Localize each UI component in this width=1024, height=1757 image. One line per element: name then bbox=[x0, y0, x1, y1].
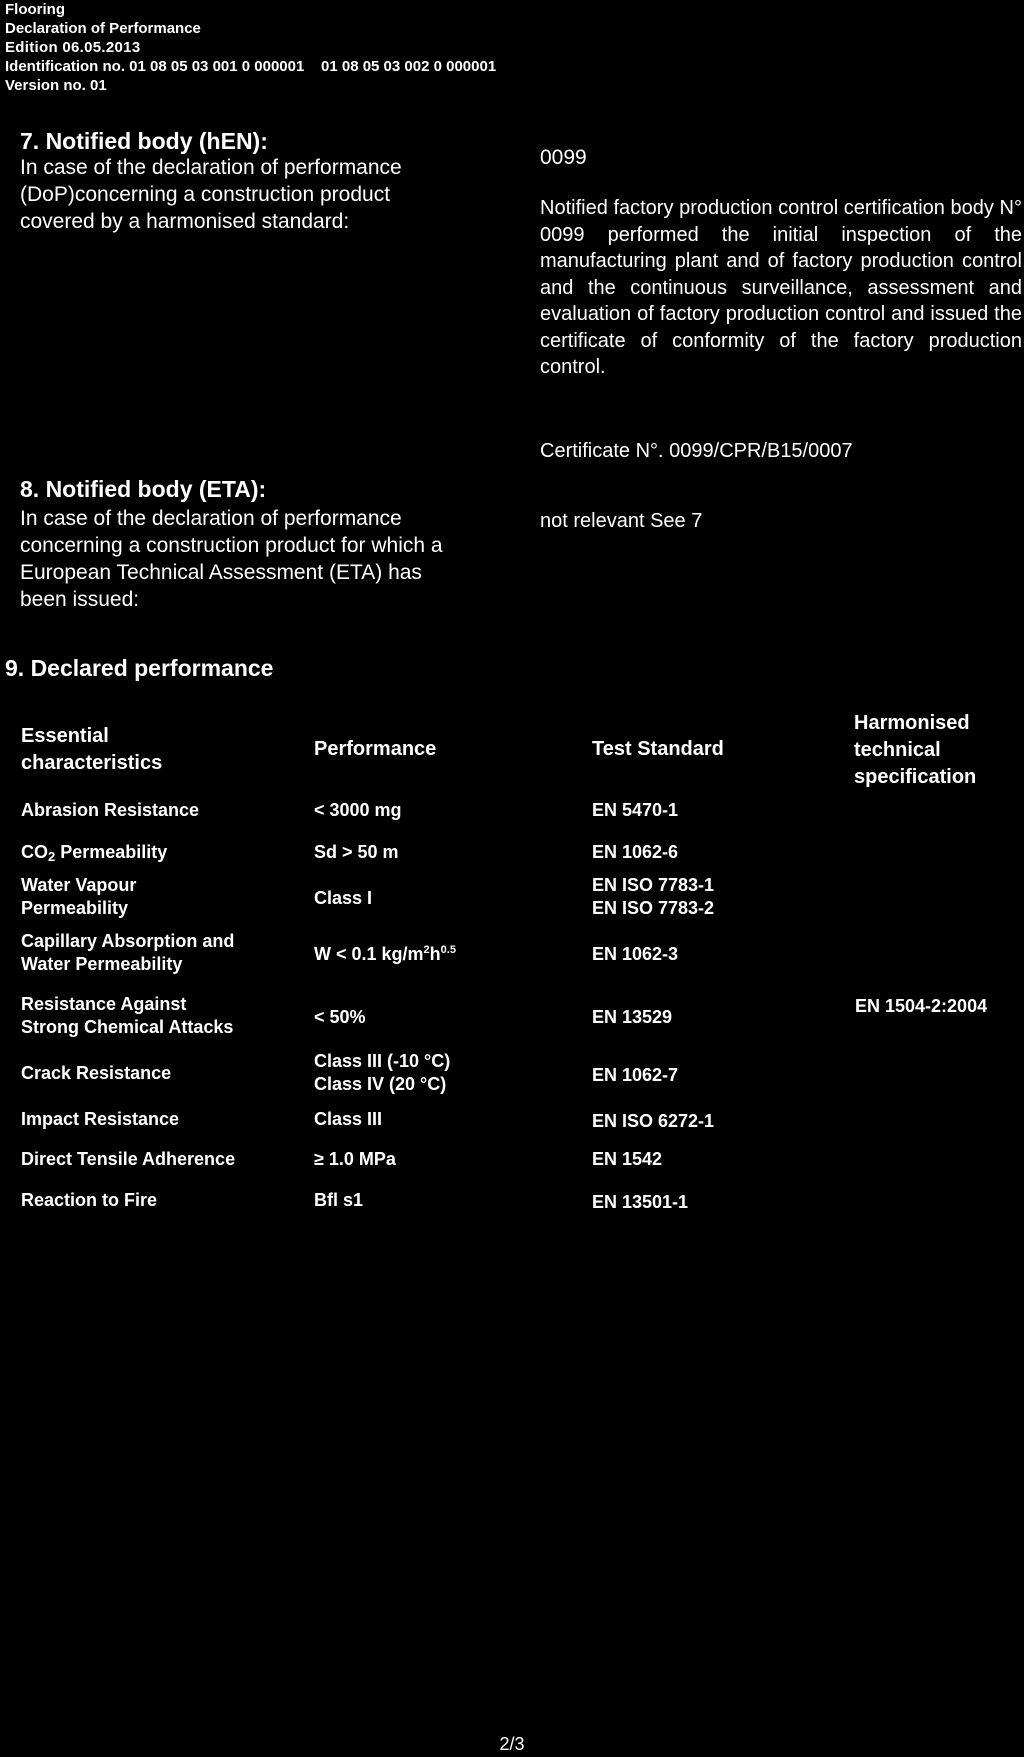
performance-cell: Class III (-10 °C) Class IV (20 °C) bbox=[314, 1051, 451, 1094]
characteristic-cell: $CO_2$ Permeability bbox=[21, 842, 168, 864]
header-product: Flooring bbox=[5, 1, 65, 18]
performance-cell: Class III bbox=[314, 1109, 383, 1129]
section7-line: covered by a harmonised standard: bbox=[20, 210, 350, 233]
header-edition: Edition 06.05.2013 bbox=[5, 39, 141, 56]
section7-line: (DoP)concerning a construction product bbox=[20, 183, 391, 206]
section8-line: been issued: bbox=[20, 588, 140, 611]
section8-title: 8. Notified body (ETA): bbox=[20, 476, 267, 502]
column-header-essential-characteristics: Essential characteristics bbox=[21, 725, 163, 774]
column-header-harmonised-specification: Harmonised technical specification bbox=[854, 712, 977, 788]
characteristic-cell: Capillary Absorption and Water Permeability bbox=[21, 931, 235, 974]
test-standard-cell: EN 1062-3 bbox=[592, 944, 679, 964]
performance-cell: W < 0.1 $kg/m^2h^{0.5}$ bbox=[314, 944, 456, 964]
section7-certificate: Certificate N°. 0099/CPR/B15/0007 bbox=[540, 440, 853, 462]
section8-description-left bbox=[20, 505, 443, 613]
performance-cell: Bfl s1 bbox=[314, 1190, 364, 1210]
document-header bbox=[5, 0, 496, 95]
section7-notified-body-text: Notified factory production control certification body N° 0099 performed the initial inspection of the manufacturing plant and of factory production control and the continuous surveillance, assessment and evaluation of factory production control and issued the certificate of conformity of the factory production control. bbox=[540, 197, 1022, 378]
characteristic-cell: Abrasion Resistance bbox=[21, 800, 200, 820]
header-doc-type: Declaration of Performance bbox=[5, 20, 201, 37]
test-standard-cell: EN ISO 7783-1 EN ISO 7783-2 bbox=[592, 875, 715, 918]
section8-line: In case of the declaration of performance bbox=[20, 507, 402, 530]
column-header-performance: Performance bbox=[314, 738, 437, 760]
harmonised-specification-value: EN 1504-2:2004 bbox=[855, 996, 988, 1016]
section7-line: In case of the declaration of performance bbox=[20, 156, 402, 179]
test-standard-cell: EN 1062-7 bbox=[592, 1065, 679, 1085]
test-standard-cell: EN 5470-1 bbox=[592, 800, 679, 820]
page-number: 2/3 bbox=[499, 1734, 525, 1754]
performance-cell: ≥ 1.0 MPa bbox=[314, 1149, 396, 1169]
performance-cell: Class I bbox=[314, 888, 373, 908]
performance-cell: < 50% bbox=[314, 1007, 366, 1027]
section8-value: not relevant See 7 bbox=[540, 510, 703, 532]
characteristic-cell: Impact Resistance bbox=[21, 1109, 180, 1129]
header-identification: Identification no. 01 08 05 03 001 0 000001 01 08 05 03 002 0 000001 bbox=[5, 58, 497, 75]
section8-line: European Technical Assessment (ETA) has bbox=[20, 561, 422, 584]
characteristic-cell: Direct Tensile Adherence bbox=[21, 1149, 236, 1169]
characteristic-cell: Reaction to Fire bbox=[21, 1190, 158, 1210]
performance-cell: Sd > 50 m bbox=[314, 842, 399, 862]
test-standard-cell: EN 1062-6 bbox=[592, 842, 679, 862]
characteristic-cell: Crack Resistance bbox=[21, 1063, 172, 1083]
section7-title: 7. Notified body (hEN): bbox=[20, 128, 268, 154]
performance-cell: < 3000 mg bbox=[314, 800, 402, 820]
section9-title: 9. Declared performance bbox=[5, 655, 274, 681]
test-standard-cell: EN 1542 bbox=[592, 1149, 663, 1169]
test-standard-cell: EN ISO 6272-1 bbox=[592, 1111, 715, 1131]
section8-line: concerning a construction product for which a bbox=[20, 534, 443, 557]
section7-description-left bbox=[20, 154, 402, 235]
column-header-test-standard: Test Standard bbox=[592, 738, 724, 760]
test-standard-cell: EN 13501-1 bbox=[592, 1192, 689, 1212]
characteristic-cell: Water Vapour Permeability bbox=[21, 875, 137, 918]
test-standard-cell: EN 13529 bbox=[592, 1007, 673, 1027]
characteristic-cell: Resistance Against Strong Chemical Attacks bbox=[21, 994, 234, 1037]
section7-code: 0099 bbox=[540, 146, 587, 169]
header-version: Version no. 01 bbox=[5, 77, 107, 94]
